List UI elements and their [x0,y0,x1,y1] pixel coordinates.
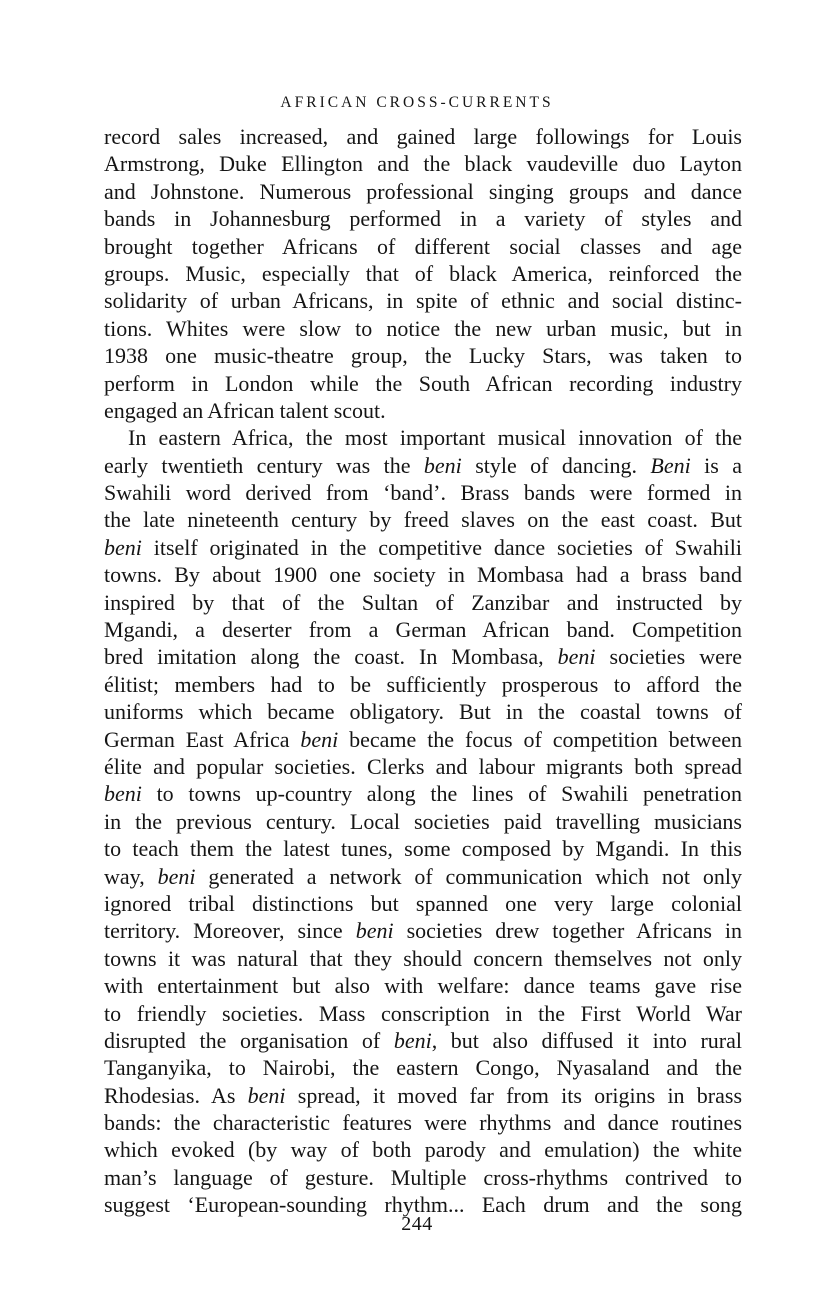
text-line: 1938 one music-theatre group, the Lucky Stars, was taken to [104,343,742,369]
italic-term: beni [300,726,339,752]
text-line: brought together Africans of different social classes and age [104,233,742,259]
text-line: German East Africa beni became the focus of competition between [104,726,742,752]
italic-term: Beni [650,452,691,478]
italic-term: beni [104,534,142,560]
running-head: AFRICAN CROSS-CURRENTS [280,94,554,111]
text-line: disrupted the organisation of beni, but also diffused it into rural [104,1027,742,1053]
text-line: Mgandi, a deserter from a German African band. Competition [104,617,742,643]
text-line: beni to towns up-country along the lines of Swahili penetration [104,781,742,807]
italic-term: beni [393,1027,432,1053]
text-line: inspired by that of the Sultan of Zanzibar and instructed by [104,589,742,615]
text-line: Armstrong, Duke Ellington and the black vaudeville duo Layton [104,151,742,177]
text-line: bands in Johannesburg performed in a variety of styles and [104,206,742,232]
text-line: beni itself originated in the competitive dance societies of Swahili [104,534,742,560]
text-line: ignored tribal distinctions but spanned one very large colonial [104,890,742,916]
italic-term: beni [247,1082,286,1108]
text-line: towns. By about 1900 one society in Mombasa had a brass band [104,562,742,588]
text-line: élitist; members had to be sufficiently prosperous to afford the [104,671,742,697]
text-line: Swahili word derived from ‘band’. Brass bands were formed in [104,480,742,506]
text-line: uniforms which became obligatory. But in the coastal towns of [104,699,742,725]
text-line: bands: the characteristic features were rhythms and dance routines [104,1110,742,1136]
italic-term: beni [104,781,142,807]
text-line: tions. Whites were slow to notice the new urban music, but in [104,315,742,341]
text-line: way, beni generated a network of communication which not only [104,863,742,889]
text-line: solidarity of urban Africans, in spite of ethnic and social distinc- [104,288,742,314]
italic-term: beni [557,644,596,670]
text-line: towns it was natural that they should concern themselves not only [104,945,742,971]
text-line: groups. Music, especially that of black America, reinforced the [104,260,742,286]
text-line: to teach them the latest tunes, some composed by Mgandi. In this [104,836,742,862]
text-line: with entertainment but also with welfare: dance teams gave rise [104,973,742,999]
text-line: the late nineteenth century by freed slaves on the east coast. But [104,507,742,533]
text-line: élite and popular societies. Clerks and labour migrants both spread [104,753,742,779]
page-number: 244 [401,1213,433,1235]
body-text [104,123,742,1219]
italic-term: beni [157,863,196,889]
text-line: perform in London while the South African recording industry [104,370,742,396]
text-line: and Johnstone. Numerous professional singing groups and dance [104,178,742,204]
text-line: in the previous century. Local societies paid travelling musicians [104,808,742,834]
italic-term: beni [355,918,394,944]
text-line: engaged an African talent scout. [104,397,386,423]
text-line: suggest ‘European-sounding rhythm... Each drum and the song [104,1192,742,1218]
text-line: Tanganyika, to Nairobi, the eastern Congo, Nyasaland and the [104,1055,742,1081]
text-line: early twentieth century was the beni style of dancing. Beni is a [104,452,742,478]
text-line: man’s language of gesture. Multiple cross-rhythms contrived to [104,1164,742,1190]
italic-term: beni [423,452,462,478]
text-line: territory. Moreover, since beni societies drew together Africans in [104,918,742,944]
text-line: Rhodesias. As beni spread, it moved far from its origins in brass [104,1082,742,1108]
text-line: record sales increased, and gained large followings for Louis [104,124,742,149]
text-line: In eastern Africa, the most important musical innovation of the [128,425,742,451]
text-line: bred imitation along the coast. In Mombasa, beni societies were [104,644,742,670]
text-line: to friendly societies. Mass conscription in the First World War [104,1000,742,1026]
text-line: which evoked (by way of both parody and emulation) the white [104,1137,742,1163]
